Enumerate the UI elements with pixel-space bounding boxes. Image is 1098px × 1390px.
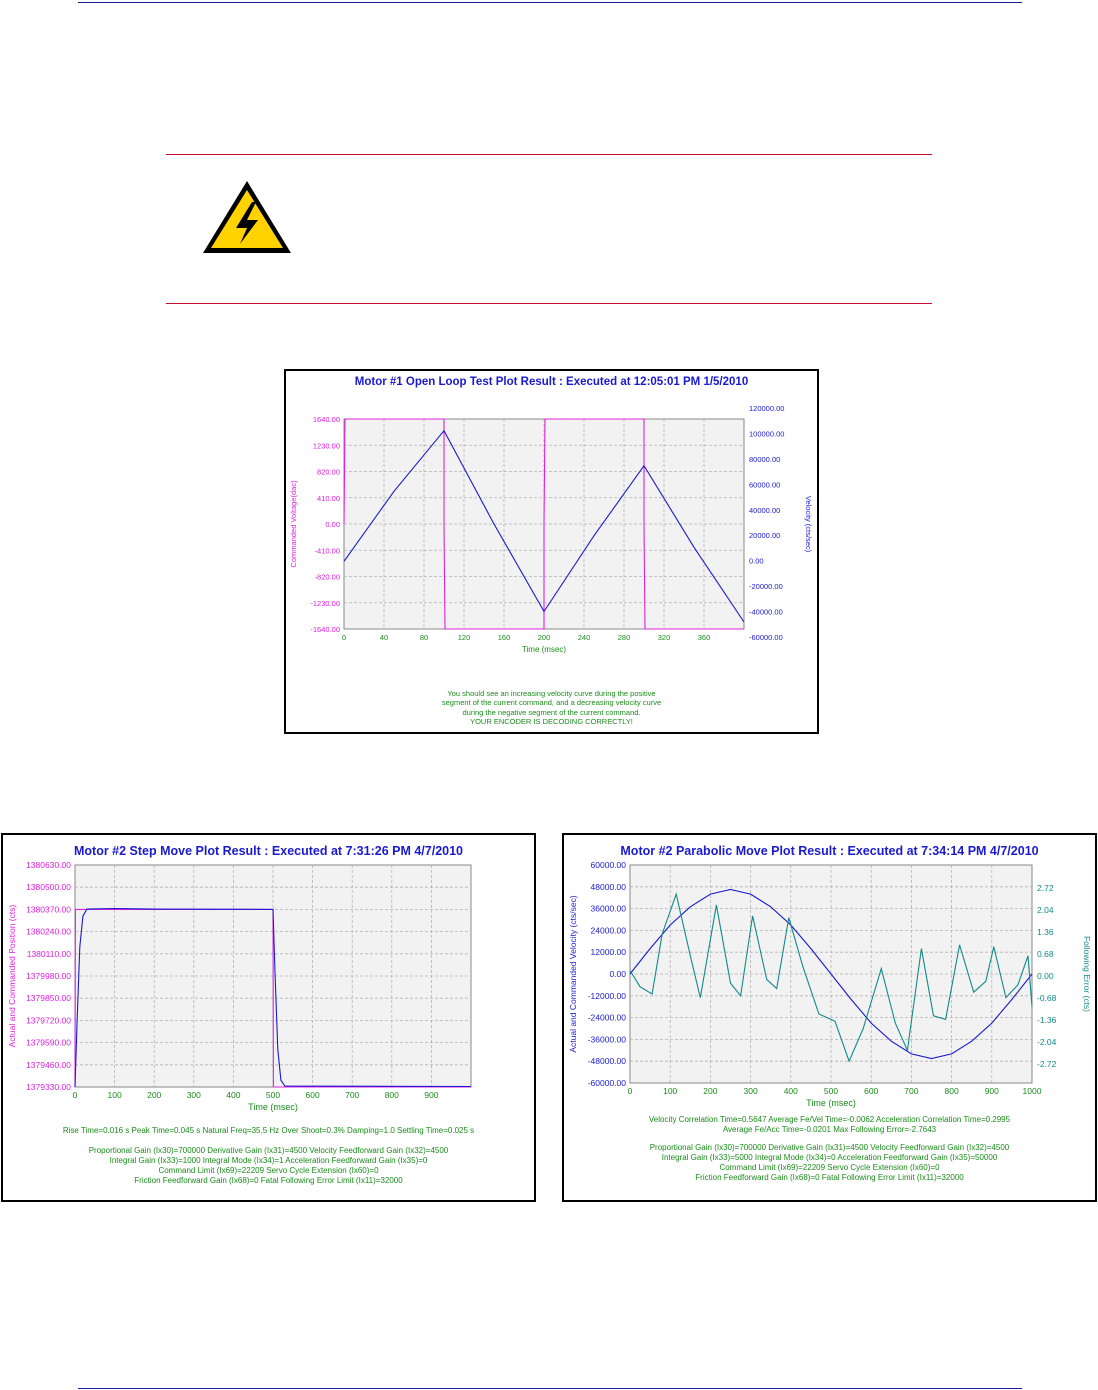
header-rule	[78, 2, 1022, 3]
y-tick-label: -1640.00	[310, 625, 340, 634]
y-tick-label: 1379330.00	[26, 1082, 71, 1092]
x-tick-label: 400	[226, 1090, 241, 1100]
note-line: Velocity Correlation Time=0.5647 Average Fe/Vel Time=-0.0062 Acceleration Correlation Time=0.2995	[648, 1115, 1011, 1124]
electrical-hazard-warning-icon	[200, 178, 294, 256]
y-tick-label: 0.00	[609, 969, 626, 979]
y-tick-label: 410.00	[317, 493, 340, 503]
y-tick-label: 1380500.00	[26, 882, 71, 893]
note-line: YOUR ENCODER IS DECODING CORRECTLY!	[470, 717, 633, 727]
y-tick-label: -24000.00	[587, 1012, 626, 1023]
footer-rule	[78, 1388, 1022, 1389]
y-tick-label: 1379460.00	[26, 1059, 71, 1070]
y2-tick-label: 100000.00	[749, 429, 785, 439]
y-tick-label: -820.00	[314, 572, 340, 582]
y2-tick-label: -40000.00	[749, 607, 783, 617]
y-tick-label: 1379720.00	[26, 1015, 71, 1026]
y2-tick-label: -2.72	[1037, 1059, 1057, 1069]
note-line: during the negative segment of the current command.	[462, 707, 641, 717]
y2-tick-label: 80000.00	[749, 454, 781, 464]
y-tick-label: 1380240.00	[26, 926, 71, 937]
x-tick-label: 200	[703, 1086, 718, 1096]
open-loop-test-plot	[284, 369, 819, 734]
note-line: Friction Feedforward Gain (Ix68)=0 Fatal Following Error Limit (Ix11)=32000	[134, 1176, 403, 1185]
y-tick-label: -60000.00	[587, 1078, 626, 1088]
plot-notes	[564, 1115, 1095, 1183]
y2-tick-label: 0.68	[1037, 949, 1054, 959]
x-tick-label: 0	[627, 1086, 633, 1096]
x-tick-label: 900	[424, 1090, 439, 1100]
y-tick-label: 1380110.00	[26, 948, 71, 959]
x-tick-label: 300	[186, 1090, 201, 1100]
plot-title: Motor #2 Step Move Plot Result : Executed at 7:31:26 PM 4/7/2010	[73, 844, 463, 858]
x-tick-label: 80	[419, 633, 429, 642]
y-tick-label: -410.00	[314, 546, 340, 556]
y2-tick-label: -20000.00	[749, 582, 783, 592]
plot-title: Motor #2 Parabolic Move Plot Result : Executed at 7:34:14 PM 4/7/2010	[620, 844, 1039, 858]
x-tick-label: 100	[663, 1086, 678, 1096]
note-line	[3, 1136, 534, 1146]
y-tick-label: 1379980.00	[26, 971, 71, 981]
y2-tick-label: 20000.00	[749, 531, 781, 541]
y2-tick-label: 2.04	[1037, 905, 1054, 915]
y-tick-label: 1640.00	[312, 415, 340, 424]
y2-tick-label: -0.68	[1037, 993, 1057, 1003]
x-axis-label: Time (msec)	[806, 1098, 856, 1108]
x-tick-label: 900	[984, 1086, 999, 1096]
y2-tick-label: 40000.00	[749, 505, 781, 515]
note-line	[564, 1135, 1095, 1143]
note-line: Proportional Gain (Ix30)=700000 Derivative Gain (Ix31)=4500 Velocity Feedforward Gain (Ix32)=4500	[88, 1146, 449, 1155]
note-line: You should see an increasing velocity curve during the positive	[447, 689, 656, 698]
x-tick-label: 100	[107, 1090, 122, 1100]
y2-axis-label: Velocity (cts/sec)	[804, 495, 813, 553]
x-tick-label: 320	[657, 633, 671, 642]
x-tick-label: 0	[341, 633, 347, 642]
y2-tick-label: 1.36	[1037, 927, 1054, 937]
x-tick-label: 700	[904, 1086, 919, 1096]
y-tick-label: 820.00	[317, 467, 340, 477]
plot-notes	[3, 1126, 534, 1186]
plot-notes	[286, 689, 817, 727]
y-axis-label: Actual and Commanded Velocity (cts/sec)	[568, 895, 578, 1053]
x-tick-label: 120	[457, 633, 471, 642]
y-tick-label: -36000.00	[587, 1034, 626, 1045]
y-tick-label: 0.00	[325, 520, 340, 529]
y-tick-label: -12000.00	[587, 990, 626, 1001]
x-tick-label: 160	[497, 633, 511, 642]
x-tick-label: 240	[577, 633, 591, 642]
x-axis-label: Time (msec)	[521, 645, 567, 654]
x-tick-label: 500	[823, 1086, 839, 1096]
x-tick-label: 40	[379, 633, 389, 642]
x-tick-label: 0	[72, 1090, 78, 1100]
y2-tick-label: 0.00	[1037, 971, 1054, 981]
y-axis-label: Actual and Commanded Position (cts)	[7, 904, 17, 1048]
x-tick-label: 360	[697, 633, 711, 642]
y-tick-label: 1230.00	[312, 441, 340, 451]
y2-tick-label: 0.00	[749, 556, 764, 566]
y-axis-label: Commanded Voltage(dac)	[289, 480, 298, 568]
x-tick-label: 1000	[1022, 1086, 1042, 1096]
x-tick-label: 800	[944, 1086, 959, 1096]
plot-title: Motor #1 Open Loop Test Plot Result : Executed at 12:05:01 PM 1/5/2010	[354, 376, 749, 388]
x-tick-label: 200	[147, 1090, 162, 1100]
x-tick-label: 700	[345, 1090, 360, 1100]
x-tick-label: 300	[743, 1086, 758, 1096]
note-line: segment of the current command, and a decreasing velocity curve	[441, 698, 662, 708]
y-tick-label: 36000.00	[590, 903, 626, 914]
y-tick-label: 1380630.00	[26, 860, 71, 870]
x-tick-label: 280	[617, 633, 631, 642]
note-line: Integral Gain (Ix33)=5000 Integral Mode (Ix34)=0 Acceleration Feedforward Gain (Ix35)=50000	[661, 1153, 998, 1162]
y-tick-label: -1230.00	[310, 598, 340, 608]
x-axis-label: Time (msec)	[248, 1102, 298, 1112]
warning-top-rule	[166, 154, 932, 155]
x-tick-label: 600	[305, 1090, 320, 1100]
y-tick-label: 60000.00	[590, 860, 626, 870]
note-line: Rise Time=0.016 s Peak Time=0.045 s Natural Freq=35.5 Hz Over Shoot=0.3% Damping=1.0 Settling Time=0.025 s	[62, 1126, 475, 1135]
x-tick-label: 400	[783, 1086, 798, 1096]
note-line: Friction Feedforward Gain (Ix68)=0 Fatal Following Error Limit (Ix11)=32000	[695, 1173, 964, 1182]
warning-bottom-rule	[166, 303, 932, 304]
open-loop-chart	[286, 371, 817, 732]
note-line: Command Limit (Ix69)=22209 Servo Cycle Extension (Ix60)=0	[719, 1163, 940, 1172]
y2-tick-label: 60000.00	[749, 480, 781, 490]
step-move-plot	[1, 833, 536, 1202]
y-tick-label: 48000.00	[590, 881, 626, 892]
y2-tick-label: 120000.00	[749, 404, 785, 413]
note-line: Command Limit (Ix69)=22209 Servo Cycle Extension (Ix60)=0	[158, 1166, 379, 1175]
note-line: Proportional Gain (Ix30)=700000 Derivative Gain (Ix31)=4500 Velocity Feedforward Gain (Ix32)=4500	[649, 1143, 1010, 1152]
parabolic-move-plot	[562, 833, 1097, 1202]
y2-axis-label: Following Error (cts)	[1082, 935, 1092, 1013]
note-line: Integral Gain (Ix33)=1000 Integral Mode (Ix34)=1 Acceleration Feedforward Gain (Ix35)=0	[109, 1156, 428, 1165]
y2-tick-label: -2.04	[1037, 1037, 1057, 1047]
y-tick-label: 1379590.00	[26, 1037, 71, 1048]
x-tick-label: 500	[265, 1090, 281, 1100]
y-tick-label: -48000.00	[587, 1056, 626, 1067]
x-tick-label: 200	[537, 633, 551, 642]
y-tick-label: 24000.00	[590, 925, 626, 936]
y-tick-label: 1380370.00	[26, 904, 71, 915]
x-tick-label: 600	[864, 1086, 879, 1096]
y-tick-label: 12000.00	[590, 947, 626, 958]
note-line: Average Fe/Acc Time=-0.0201 Max Following Error=-2.7643	[722, 1125, 937, 1134]
x-tick-label: 800	[384, 1090, 399, 1100]
y2-tick-label: -1.36	[1037, 1015, 1057, 1025]
y-tick-label: 1379850.00	[26, 993, 71, 1004]
y2-tick-label: -60000.00	[749, 633, 783, 642]
y2-tick-label: 2.72	[1037, 883, 1054, 893]
